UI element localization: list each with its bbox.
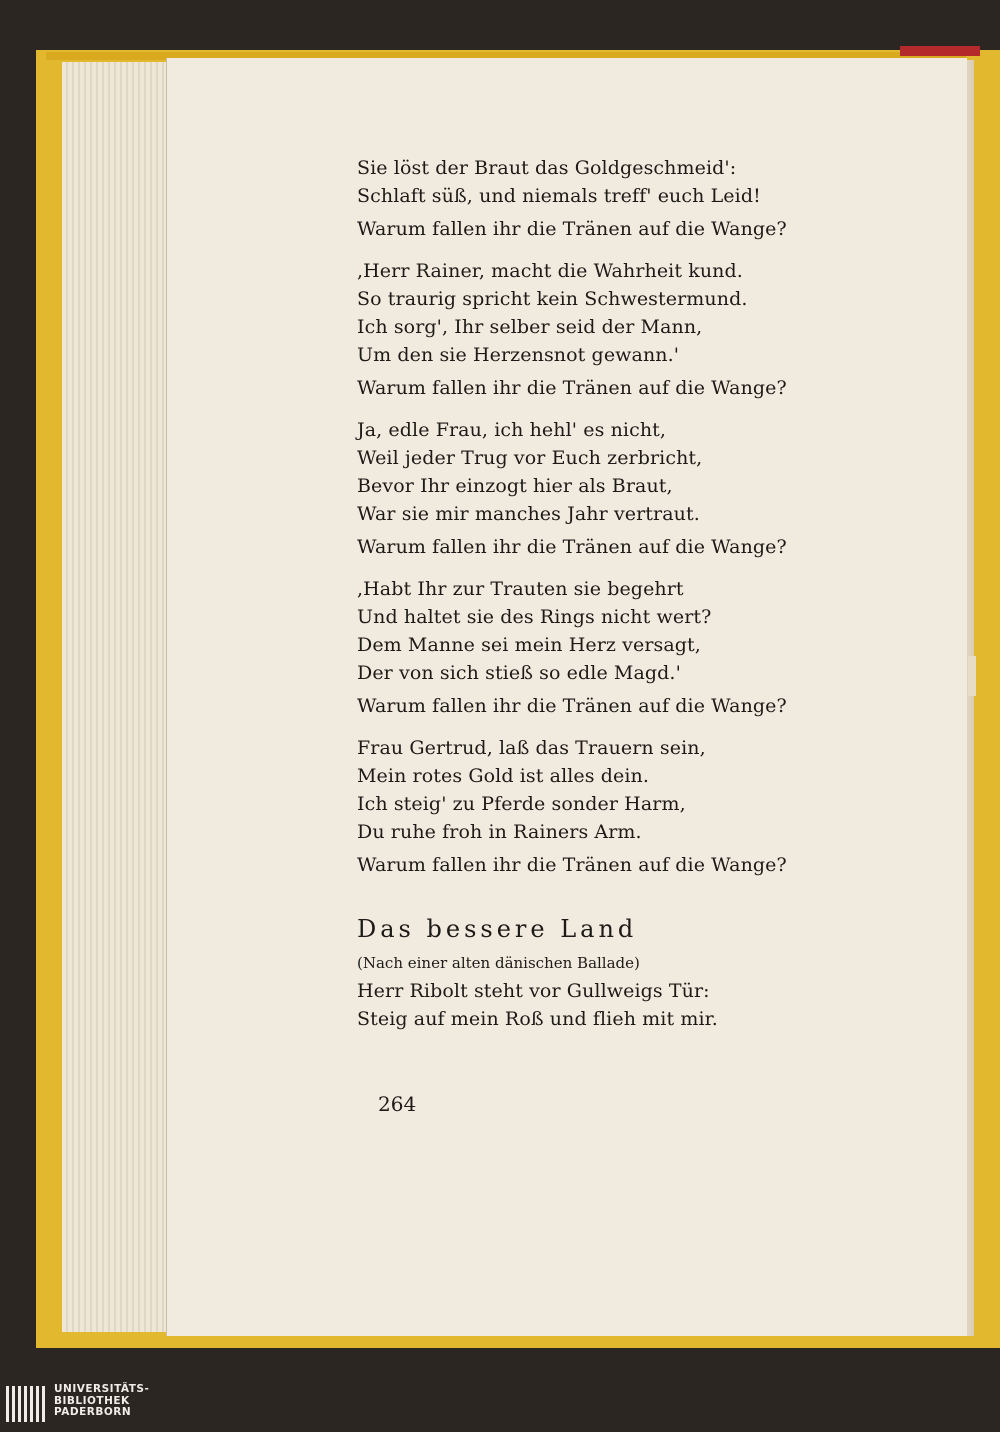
section-title: Das bessere Land bbox=[357, 915, 638, 943]
verse-line: Du ruhe froh in Rainers Arm. bbox=[357, 821, 642, 843]
verse-line: Um den sie Herzensnot gewann.' bbox=[357, 344, 680, 366]
verse-line: Steig auf mein Roß und flieh mit mir. bbox=[357, 1008, 718, 1030]
verse-line: Schlaft süß, und niemals treff' euch Leid! bbox=[357, 185, 761, 207]
logo-line: PADERBORN bbox=[54, 1406, 132, 1418]
verse-line: Sie löst der Braut das Goldgeschmeid': bbox=[357, 157, 737, 179]
bookmark-ribbon bbox=[900, 46, 980, 56]
stanza-1 bbox=[357, 154, 787, 243]
page-tab bbox=[968, 656, 976, 696]
stanza-3 bbox=[357, 416, 787, 561]
verse-line: Ja, edle Frau, ich hehl' es nicht, bbox=[357, 419, 667, 441]
verse-line: Ich sorg', Ihr selber seid der Mann, bbox=[357, 316, 703, 338]
verse-line: Ich steig' zu Pferde sonder Harm, bbox=[357, 793, 686, 815]
refrain-line: Warum fallen ihr die Tränen auf die Wange? bbox=[357, 854, 787, 876]
refrain-line: Warum fallen ihr die Tränen auf die Wange? bbox=[357, 218, 787, 240]
library-logo-text bbox=[54, 1384, 149, 1419]
verse-line: Herr Ribolt steht vor Gullweigs Tür: bbox=[357, 980, 710, 1002]
verse-line: Frau Gertrud, laß das Trauern sein, bbox=[357, 737, 706, 759]
verse-line: ,Habt Ihr zur Trauten sie begehrt bbox=[357, 578, 684, 600]
stanza-5 bbox=[357, 734, 787, 879]
verse-line: Und haltet sie des Rings nicht wert? bbox=[357, 606, 712, 628]
page-number: 264 bbox=[378, 1092, 417, 1116]
library-footer bbox=[0, 1380, 1000, 1432]
logo-line: BIBLIOTHEK bbox=[54, 1394, 130, 1407]
stanza-4 bbox=[357, 575, 787, 720]
refrain-line: Warum fallen ihr die Tränen auf die Wange? bbox=[357, 695, 787, 717]
library-logo-icon bbox=[6, 1384, 46, 1424]
logo-line: UNIVERSITÄTS- bbox=[54, 1383, 150, 1395]
verse-line: War sie mir manches Jahr vertraut. bbox=[357, 503, 700, 525]
verse-line: Mein rotes Gold ist alles dein. bbox=[357, 765, 650, 787]
page-stack-edges bbox=[62, 62, 182, 1332]
verse-line: Dem Manne sei mein Herz versagt, bbox=[357, 634, 701, 656]
verse-line: So traurig spricht kein Schwestermund. bbox=[357, 288, 748, 310]
poem-text-block bbox=[357, 154, 787, 1033]
verse-line: Weil jeder Trug vor Euch zerbricht, bbox=[357, 447, 703, 469]
refrain-line: Warum fallen ihr die Tränen auf die Wange? bbox=[357, 536, 787, 558]
verse-line: Der von sich stieß so edle Magd.' bbox=[357, 662, 681, 684]
verse-line: Bevor Ihr einzogt hier als Braut, bbox=[357, 475, 673, 497]
refrain-line: Warum fallen ihr die Tränen auf die Wange? bbox=[357, 377, 787, 399]
stanza-2 bbox=[357, 257, 787, 402]
section-subtitle: (Nach einer alten dänischen Ballade) bbox=[357, 954, 640, 972]
verse-line: ,Herr Rainer, macht die Wahrheit kund. bbox=[357, 260, 743, 282]
